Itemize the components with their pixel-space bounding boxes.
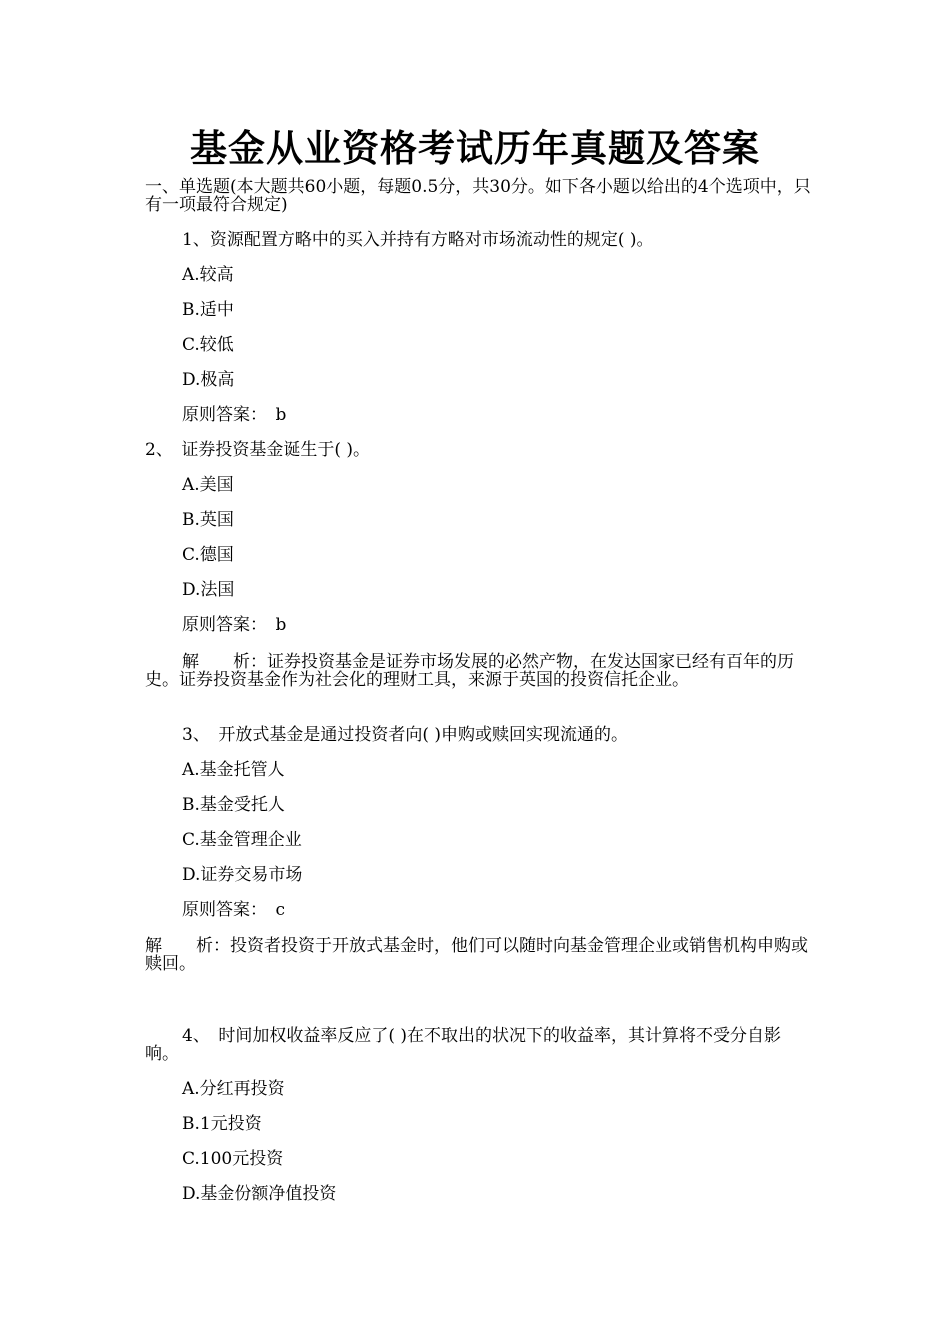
question-4-option-b: B.1元投资	[182, 1114, 262, 1134]
question-2-option-d: D.法国	[182, 580, 235, 600]
question-2-answer: 原则答案： b	[182, 615, 287, 635]
question-4-stem: 4、 时间加权收益率反应了( )在不取出的状况下的收益率，其计算将不受分自影响。	[145, 1026, 781, 1064]
document-title: 基金从业资格考试历年真题及答案	[190, 126, 760, 170]
question-3-analysis: 解 析：投资者投资于开放式基金时，他们可以随时向基金管理企业或销售机构申购或赎回。	[145, 936, 808, 974]
question-1-stem: 1、资源配置方略中的买入并持有方略对市场流动性的规定( )。	[182, 230, 654, 250]
question-4-option-d: D.基金份额净值投资	[182, 1184, 337, 1204]
question-2-option-c: C.德国	[182, 545, 234, 565]
question-2-option-b: B.英国	[182, 510, 234, 530]
section-header: 一、单选题(本大题共60小题，每题0.5分，共30分。如下各小题以给出的4个选项中，只有一项最符合规定)	[145, 177, 811, 215]
question-1-option-c: C.较低	[182, 335, 234, 355]
question-3-option-d: D.证券交易市场	[182, 865, 303, 885]
question-3-stem: 3、 开放式基金是通过投资者向( )申购或赎回实现流通的。	[182, 725, 628, 745]
question-2-stem: 2、 证券投资基金诞生于( )。	[145, 440, 370, 460]
question-1-option-b: B.适中	[182, 300, 234, 320]
question-1-option-d: D.极高	[182, 370, 235, 390]
question-4-option-c: C.100元投资	[182, 1149, 284, 1169]
question-1-answer: 原则答案： b	[182, 405, 287, 425]
question-2-analysis: 解 析：证券投资基金是证券市场发展的必然产物，在发达国家已经有百年的历史。证券投资基金作为社会化的理财工具，来源于英国的投资信托企业。	[145, 652, 794, 690]
question-3-answer: 原则答案： c	[182, 900, 286, 920]
question-3-option-b: B.基金受托人	[182, 795, 285, 815]
question-1-option-a: A.较高	[182, 265, 234, 285]
question-3-option-c: C.基金管理企业	[182, 830, 302, 850]
question-3-option-a: A.基金托管人	[182, 760, 285, 780]
question-2-option-a: A.美国	[182, 475, 234, 495]
question-4-option-a: A.分红再投资	[182, 1079, 285, 1099]
